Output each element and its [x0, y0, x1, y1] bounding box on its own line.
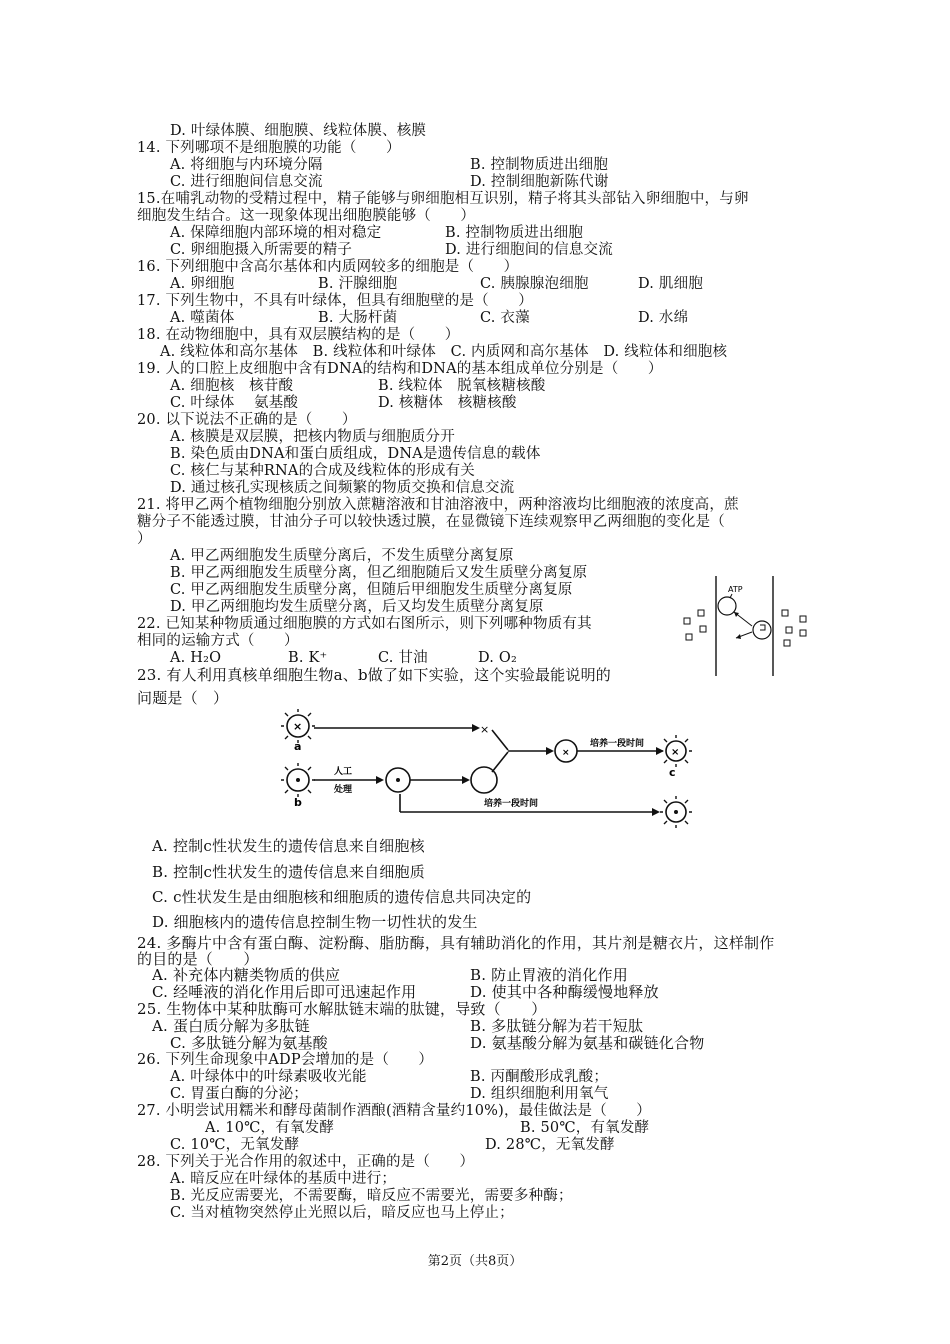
q27-option-d: D. 28℃，无氧发酵	[485, 1137, 615, 1153]
q17-stem: 17. 下列生物中，不具有叶绿体，但具有细胞壁的是（ ）	[137, 293, 533, 309]
q23-stem-1: 23. 有人利用真核单细胞生物a、b做了如下实验，这个实验最能说明的	[137, 666, 611, 684]
q19-stem: 19. 人的口腔上皮细胞中含有DNA的结构和DNA的基本组成单位分别是（ ）	[137, 361, 663, 377]
q22-stem-2: 相同的运输方式（ ）	[137, 633, 299, 649]
culture-bottom-head	[652, 808, 660, 816]
q21-stem-2: 糖分子不能透过膜，甘油分子可以较快透过膜，在显微镜下连续观察甲乙两细胞的变化是（	[137, 514, 725, 530]
q23-stem-2: 问题是（ ）	[137, 689, 229, 707]
culture-top-label: 培养一段时间	[590, 739, 645, 749]
q21-option-b: B. 甲乙两细胞发生质壁分离，但乙细胞随后又发生质壁分离复原	[170, 565, 588, 581]
cell-b	[281, 763, 315, 797]
carrier-circle-top	[718, 597, 736, 615]
q16-option-d: D. 肌细胞	[638, 276, 704, 292]
q23-option-b: B. 控制c性状发生的遗传信息来自细胞质	[152, 863, 425, 881]
q16-stem: 16. 下列细胞中含高尔基体和内质网较多的细胞是（ ）	[137, 259, 519, 275]
q26-option-c: C. 胃蛋白酶的分泌；	[170, 1086, 308, 1102]
q21-option-a: A. 甲乙两细胞发生质壁分离后，不发生质壁分离复原	[170, 548, 514, 564]
q15-option-c: C. 卵细胞摄入所需要的精子	[170, 242, 353, 258]
q13-option-d: D. 叶绿体膜、细胞膜、线粒体膜、核膜	[170, 123, 427, 139]
q21-stem-3: ）	[137, 531, 152, 547]
q22-option-d: D. O₂	[478, 650, 518, 666]
q21-option-c: C. 甲乙两细胞发生质壁分离，但随后甲细胞发生质壁分离复原	[170, 582, 573, 598]
q22-option-b: B. K⁺	[288, 650, 328, 666]
carrier-binding-site	[760, 625, 765, 630]
q17-option-b: B. 大肠杆菌	[318, 310, 398, 326]
q15-option-b: B. 控制物质进出细胞	[445, 225, 584, 241]
q23-option-c: C. c性状发生是由细胞核和细胞质的遗传信息共同决定的	[152, 888, 532, 906]
q19-option-d: D. 核糖体 核糖核酸	[378, 395, 517, 411]
q25-option-c: C. 多肽链分解为氨基酸	[170, 1034, 328, 1052]
q14-stem: 14. 下列哪项不是细胞膜的功能（ ）	[137, 140, 401, 156]
treat-label-1: 人工	[334, 767, 353, 777]
q15-option-a: A. 保障细胞内部环境的相对稳定	[170, 225, 382, 241]
q14-option-a: A. 将细胞与内环境分隔	[170, 157, 323, 173]
to-enucleated-head	[462, 776, 470, 784]
q23-option-d: D. 细胞核内的遗传信息控制生物一切性状的发生	[152, 913, 478, 931]
q28-stem: 28. 下列关于光合作用的叙述中，正确的是（ ）	[137, 1154, 475, 1170]
q20-option-b: B. 染色质由DNA和蛋白质组成，DNA是遗传信息的载体	[170, 446, 541, 462]
nucleus-removed-mark: ×	[480, 723, 490, 736]
q24-option-c: C. 经唾液的消化作用后即可迅速起作用	[152, 983, 417, 1001]
hybrid-cell-mark: ×	[562, 748, 570, 758]
q28-option-c: C. 当对植物突然停止光照以后，暗反应也马上停止；	[170, 1205, 514, 1221]
q19-option-c: C. 叶绿体 氨基酸	[170, 395, 299, 411]
q28-option-b: B. 光反应需要光，不需要酶，暗反应不需要光，需要多种酶；	[170, 1188, 573, 1204]
q26-option-d: D. 组织细胞利用氧气	[470, 1086, 609, 1102]
q24-option-d: D. 使其中各种酶缓慢地释放	[470, 983, 659, 1001]
q15-stem-1: 15.在哺乳动物的受精过程中，精子能够与卵细胞相互识别，精子将其头部钻入卵细胞中，与卵	[137, 191, 749, 207]
q28-option-a: A. 暗反应在叶绿体的基质中进行；	[170, 1171, 397, 1187]
treated-cell-nucleus	[396, 778, 400, 782]
svg-text:×: ×	[293, 720, 303, 733]
q22-option-a: A. H₂O	[170, 650, 222, 666]
q25-option-a: A. 蛋白质分解为多肽链	[152, 1017, 310, 1035]
q20-option-d: D. 通过核孔实现核质之间频繁的物质交换和信息交流	[170, 480, 515, 496]
q23-experiment-figure	[276, 708, 696, 838]
label-c: c	[669, 766, 676, 779]
q24-option-a: A. 补充体内糖类物质的供应	[152, 966, 341, 984]
q21-option-d: D. 甲乙两细胞均发生质壁分离，后又均发生质壁分离复原	[170, 599, 544, 615]
cell-c	[660, 735, 692, 767]
treat-label-2: 处理	[334, 785, 353, 795]
merge-line-bottom	[492, 752, 508, 772]
q24-stem-2: 的目的是（ ）	[137, 950, 259, 968]
merge-line-top	[492, 730, 508, 750]
molecules-inside	[782, 610, 806, 646]
label-a: a	[294, 740, 302, 753]
q27-option-c: C. 10℃，无氧发酵	[170, 1137, 300, 1153]
q27-option-b: B. 50℃，有氧发酵	[520, 1120, 650, 1136]
q14-option-c: C. 进行细胞间信息交流	[170, 174, 323, 190]
q15-stem-2: 细胞发生结合。这一现象体现出细胞膜能够（ ）	[137, 208, 476, 224]
q17-option-a: A. 噬菌体	[170, 310, 235, 326]
q19-option-b: B. 线粒体 脱氧核糖核酸	[378, 378, 546, 394]
q22-transport-figure	[676, 572, 822, 680]
q26-stem: 26. 下列生命现象中ADP会增加的是（ ）	[137, 1052, 434, 1068]
q16-option-b: B. 汗腺细胞	[318, 276, 398, 292]
q26-option-a: A. 叶绿体中的叶绿素吸收光能	[170, 1069, 367, 1085]
q18-options: A. 线粒体和高尔基体 B. 线粒体和叶绿体 C. 内质网和高尔基体 D. 线粒体和细胞核	[160, 344, 728, 360]
q23-option-a: A. 控制c性状发生的遗传信息来自细胞核	[152, 837, 425, 855]
q22-option-c: C. 甘油	[378, 650, 428, 666]
molecules-outside	[684, 610, 706, 640]
culture-bottom-label: 培养一段时间	[484, 799, 539, 809]
q20-option-a: A. 核膜是双层膜，把核内物质与细胞质分开	[170, 429, 455, 445]
q25-stem: 25. 生物体中某种肽酶可水解肽链末端的肽键，导致（ ）	[137, 1000, 547, 1018]
q21-stem-1: 21. 将甲乙两个植物细胞分别放入蔗糖溶液和甘油溶液中，两种溶液均比细胞液的浓度高，蔗	[137, 497, 739, 513]
q24-stem-1: 24. 多酶片中含有蛋白酶、淀粉酶、脂肪酶，具有辅助消化的作用，其片剂是糖衣片，这样制作	[137, 934, 775, 952]
page-footer: 第2页（共8页）	[427, 1254, 523, 1269]
q27-option-a: A. 10℃，有氧发酵	[205, 1120, 335, 1136]
q17-option-d: D. 水绵	[638, 310, 689, 326]
q16-option-c: C. 胰腺腺泡细胞	[480, 276, 589, 292]
svg-text:×: ×	[671, 747, 680, 758]
q25-option-d: D. 氨基酸分解为氨基和碳链化合物	[470, 1034, 705, 1052]
q18-stem: 18. 在动物细胞中，具有双层膜结构的是（ ）	[137, 327, 460, 343]
q14-option-b: B. 控制物质进出细胞	[470, 157, 609, 173]
q14-option-d: D. 控制细胞新陈代谢	[470, 174, 609, 190]
q19-option-a: A. 细胞核 核苷酸	[170, 378, 294, 394]
q15-option-d: D. 进行细胞间的信息交流	[445, 242, 613, 258]
merge-arrow-head	[546, 747, 554, 755]
arrow-a-head	[472, 724, 480, 732]
q22-stem-1: 22. 已知某种物质通过细胞膜的方式如右图所示，则下列哪种物质有其	[137, 616, 592, 632]
treat-arrow-head	[376, 776, 384, 784]
cell-b-result	[660, 796, 692, 828]
q17-option-c: C. 衣藻	[480, 310, 530, 326]
label-b: b	[294, 796, 302, 809]
q24-option-b: B. 防止胃液的消化作用	[470, 966, 628, 984]
q26-option-b: B. 丙酮酸形成乳酸；	[470, 1069, 609, 1085]
q16-option-a: A. 卵细胞	[170, 276, 235, 292]
q27-stem: 27. 小明尝试用糯米和酵母菌制作酒酿(酒精含量约10%)，最佳做法是（ ）	[137, 1103, 652, 1119]
atp-label: ATP	[728, 585, 743, 594]
q25-option-b: B. 多肽链分解为若干短肽	[470, 1017, 644, 1035]
cell-a	[281, 709, 315, 743]
carrier-arrowhead	[734, 612, 739, 617]
q20-stem: 20. 以下说法不正确的是（ ）	[137, 412, 357, 428]
enucleated-cell	[471, 767, 497, 793]
q20-option-c: C. 核仁与某种RNA的合成及线粒体的形成有关	[170, 463, 475, 479]
